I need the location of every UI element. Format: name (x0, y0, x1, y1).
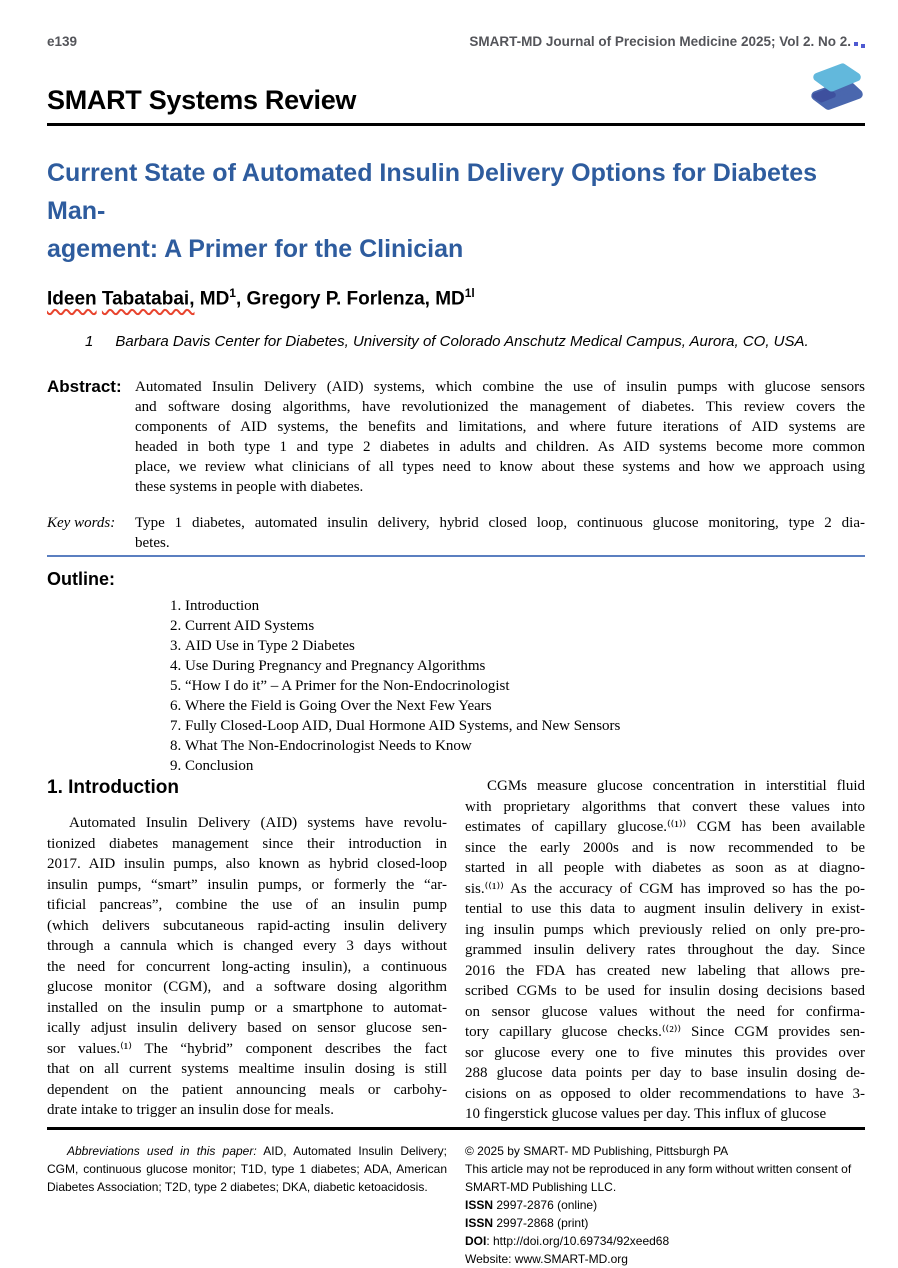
masthead-divider (47, 123, 865, 126)
text-line: components of AID systems, the benefits and limitations, and where future iterations of AID systems are (135, 419, 865, 436)
text-line: that on all current systems mealtime insulin dosing is still (47, 1061, 447, 1078)
text-line: sis.⁽⁽¹⁾⁾ As the accuracy of CGM has improved so has the po- (465, 880, 865, 897)
text-line: 10 fingerstick glucose values per day. This influx of glucose (465, 1106, 827, 1123)
outline-item: 4. Use During Pregnancy and Pregnancy Algorithms (185, 656, 865, 676)
author-superscript: 1 (229, 286, 236, 300)
body-columns (47, 776, 865, 1125)
page-footer (47, 1142, 865, 1268)
abstract-label: Abstract: (47, 377, 122, 397)
text-line: through a cannula which is changed every 3 days without (47, 938, 447, 955)
text-line: agement: A Primer for the Clinician (47, 235, 464, 263)
text-line: tory capillary glucose checks.⁽⁽²⁾⁾ Since CGM provides sen- (465, 1024, 865, 1041)
abbreviations-note (47, 1142, 447, 1268)
left-column (47, 776, 447, 1125)
text-line: glucose monitor (CGM), and a software dosing algorithm (47, 979, 447, 996)
text-line: tionized diabetes management since their introduction in (47, 835, 447, 852)
issn-online-line: ISSN 2997-2876 (online) (465, 1197, 598, 1212)
stacked-layers-logo-icon (791, 55, 869, 126)
abbreviations-text: AID, Automated Insulin Delivery; CGM, continuous glucose monitor; T1D, type 1 diabetes; ADA, American Diabetes Association; T2D, type 2 diabetes; DKA, diabetic ketoacidosis. (47, 1143, 448, 1194)
text-line: (which delivers subcutaneous rapid-acting insulin delivery (47, 917, 447, 934)
text-line: Current State of Automated Insulin Delivery Options for Diabetes Man- (47, 159, 818, 225)
section-heading-introduction: 1. Introduction (47, 777, 179, 799)
introduction-paragraph (47, 813, 447, 1121)
masthead (47, 85, 865, 115)
text-line: 2017. AID insulin pumps, also known as hybrid closed-loop (47, 856, 447, 873)
text-line: the need for concurrent long-acting insulin), a continuous (47, 958, 447, 975)
copyright-line: © 2025 by SMART- MD Publishing, Pittsburgh PA (465, 1143, 729, 1158)
affiliation (47, 333, 865, 351)
text-line: on sensor glucose values without the need for confirma- (465, 1003, 865, 1020)
article-title (47, 154, 865, 268)
footer-divider (47, 1127, 865, 1130)
affiliation-text: Barbara Davis Center for Diabetes, University of Colorado Anschutz Medical Campus, Aurora, CO, USA. (115, 333, 809, 351)
marker-dot-icon (861, 44, 865, 48)
text-line: sor glucose every one to five minutes this provides over (465, 1044, 865, 1061)
outline-item: 8. What The Non-Endocrinologist Needs to Know (185, 736, 865, 756)
marker-dot-icon (854, 42, 858, 46)
text-line: started in all people with diabetes as soon as at diagno- (465, 860, 865, 877)
outline-heading: Outline: (47, 569, 115, 590)
text-line: ing insulin pumps which previously relied on only pre-pro- (465, 921, 865, 938)
author-line: Ideen Tabatabai, $MD^1$, Gregory P. Forlenza, $MD^{1l}$ (47, 286, 475, 310)
text-line: cisions on as opposed to older recommendations to have 3- (465, 1085, 865, 1102)
issn-print-line: ISSN 2997-2868 (print) (465, 1215, 589, 1230)
text-line: tential to use this data to augment insulin delivery in exist- (465, 901, 865, 918)
author-superscript: 1l (464, 286, 475, 300)
outline-item: 1. Introduction (185, 596, 865, 616)
text-line: installed on the insulin pump or a smartphone to automat- (47, 999, 447, 1016)
keywords-divider (47, 555, 865, 557)
abstract-text (135, 377, 865, 497)
outline-item: 7. Fully Closed-Loop AID, Dual Hormone AID Systems, and New Sensors (185, 716, 865, 736)
text-line: drate intake to trigger an insulin dose for meals. (47, 1102, 334, 1119)
outline-list (47, 596, 865, 776)
publisher-info (465, 1142, 865, 1268)
keywords-label: Key words: (47, 515, 116, 532)
outline-item: 2. Current AID Systems (185, 616, 865, 636)
text-line: 2016 the FDA has created new labeling that allows pre- (465, 962, 865, 979)
author-last-name: Tabatabai, (101, 288, 195, 310)
review-section-title: SMART Systems Review (47, 85, 357, 115)
author-first-name: Ideen (47, 288, 97, 310)
doi-line: DOI: http://doi.org/10.69734/92xeed68 (465, 1233, 670, 1248)
cgm-paragraph (465, 776, 865, 1125)
text-line: dependent on the patient announcing meals or carbohy- (47, 1081, 447, 1098)
text-line: with proprietary algorithms that convert these values into (465, 798, 865, 815)
page-header (47, 34, 865, 49)
text-line: betes. (135, 535, 170, 552)
text-line: 288 glucose data points per day to base insulin dosing de- (465, 1065, 865, 1082)
abstract-section (47, 377, 865, 497)
website-line: Website: www.SMART-MD.org (465, 1251, 628, 1266)
text-line: these systems in people with diabetes. (135, 479, 364, 496)
outline-item: 3. AID Use in Type 2 Diabetes (185, 636, 865, 656)
text-line: estimates of capillary glucose.⁽⁽¹⁾⁾ CGM has been available (465, 819, 865, 836)
text-line: Automated Insulin Delivery (AID) systems, which combine the use of insulin pumps with glucose sensors (135, 379, 865, 396)
journal-reference: SMART-MD Journal of Precision Medicine 2025; Vol 2. No 2. (469, 34, 865, 49)
text-line: tificial pancreas”, combine the use of an insulin pump (47, 897, 447, 914)
text-line: since the early 2000s and is now recommended to be (465, 839, 865, 856)
abbreviations-lead: Abbreviations used in this paper: (67, 1143, 257, 1158)
text-line: Automated Insulin Delivery (AID) systems have revolu- (69, 815, 447, 832)
reproduction-notice: This article may not be reproduced in any form without written consent of SMART-MD Publishing LLC. (465, 1161, 852, 1194)
keywords-section (47, 513, 865, 553)
outline-item: 9. Conclusion (185, 756, 865, 776)
right-column (465, 776, 865, 1125)
keywords-text (135, 513, 865, 553)
page-number: e139 (47, 34, 78, 49)
text-line: ically adjust insulin delivery based on sensor glucose sen- (47, 1020, 447, 1037)
affiliation-number: 1 (85, 333, 94, 351)
text-line: grammed insulin delivery rates throughout the day. Since (465, 942, 865, 959)
text-line: scribed CGMs to be used for insulin dosing decisions based (465, 983, 865, 1000)
outline-item: 6. Where the Field is Going Over the Next Few Years (185, 696, 865, 716)
outline-item: 5. “How I do it” – A Primer for the Non-Endocrinologist (185, 676, 865, 696)
text-line: CGMs measure glucose concentration in interstitial fluid (487, 778, 865, 795)
text-line: and software dosing algorithms, have revolutionized the management of diabetes. This review covers the (135, 399, 865, 416)
text-line: place, we review what clinicians of all types need to know about these systems and how we approach using (135, 459, 865, 476)
text-line: Type 1 diabetes, automated insulin delivery, hybrid closed loop, continuous glucose monitoring, type 2 dia- (135, 515, 865, 532)
text-line: headed in both type 1 and type 2 diabetes in adults and children. As AID systems become more common (135, 439, 865, 456)
text-line: insulin pumps, “smart” insulin pumps, or formerly the “ar- (47, 876, 447, 893)
text-line: sor values.⁽¹⁾ The “hybrid” component describes the fact (47, 1040, 447, 1057)
